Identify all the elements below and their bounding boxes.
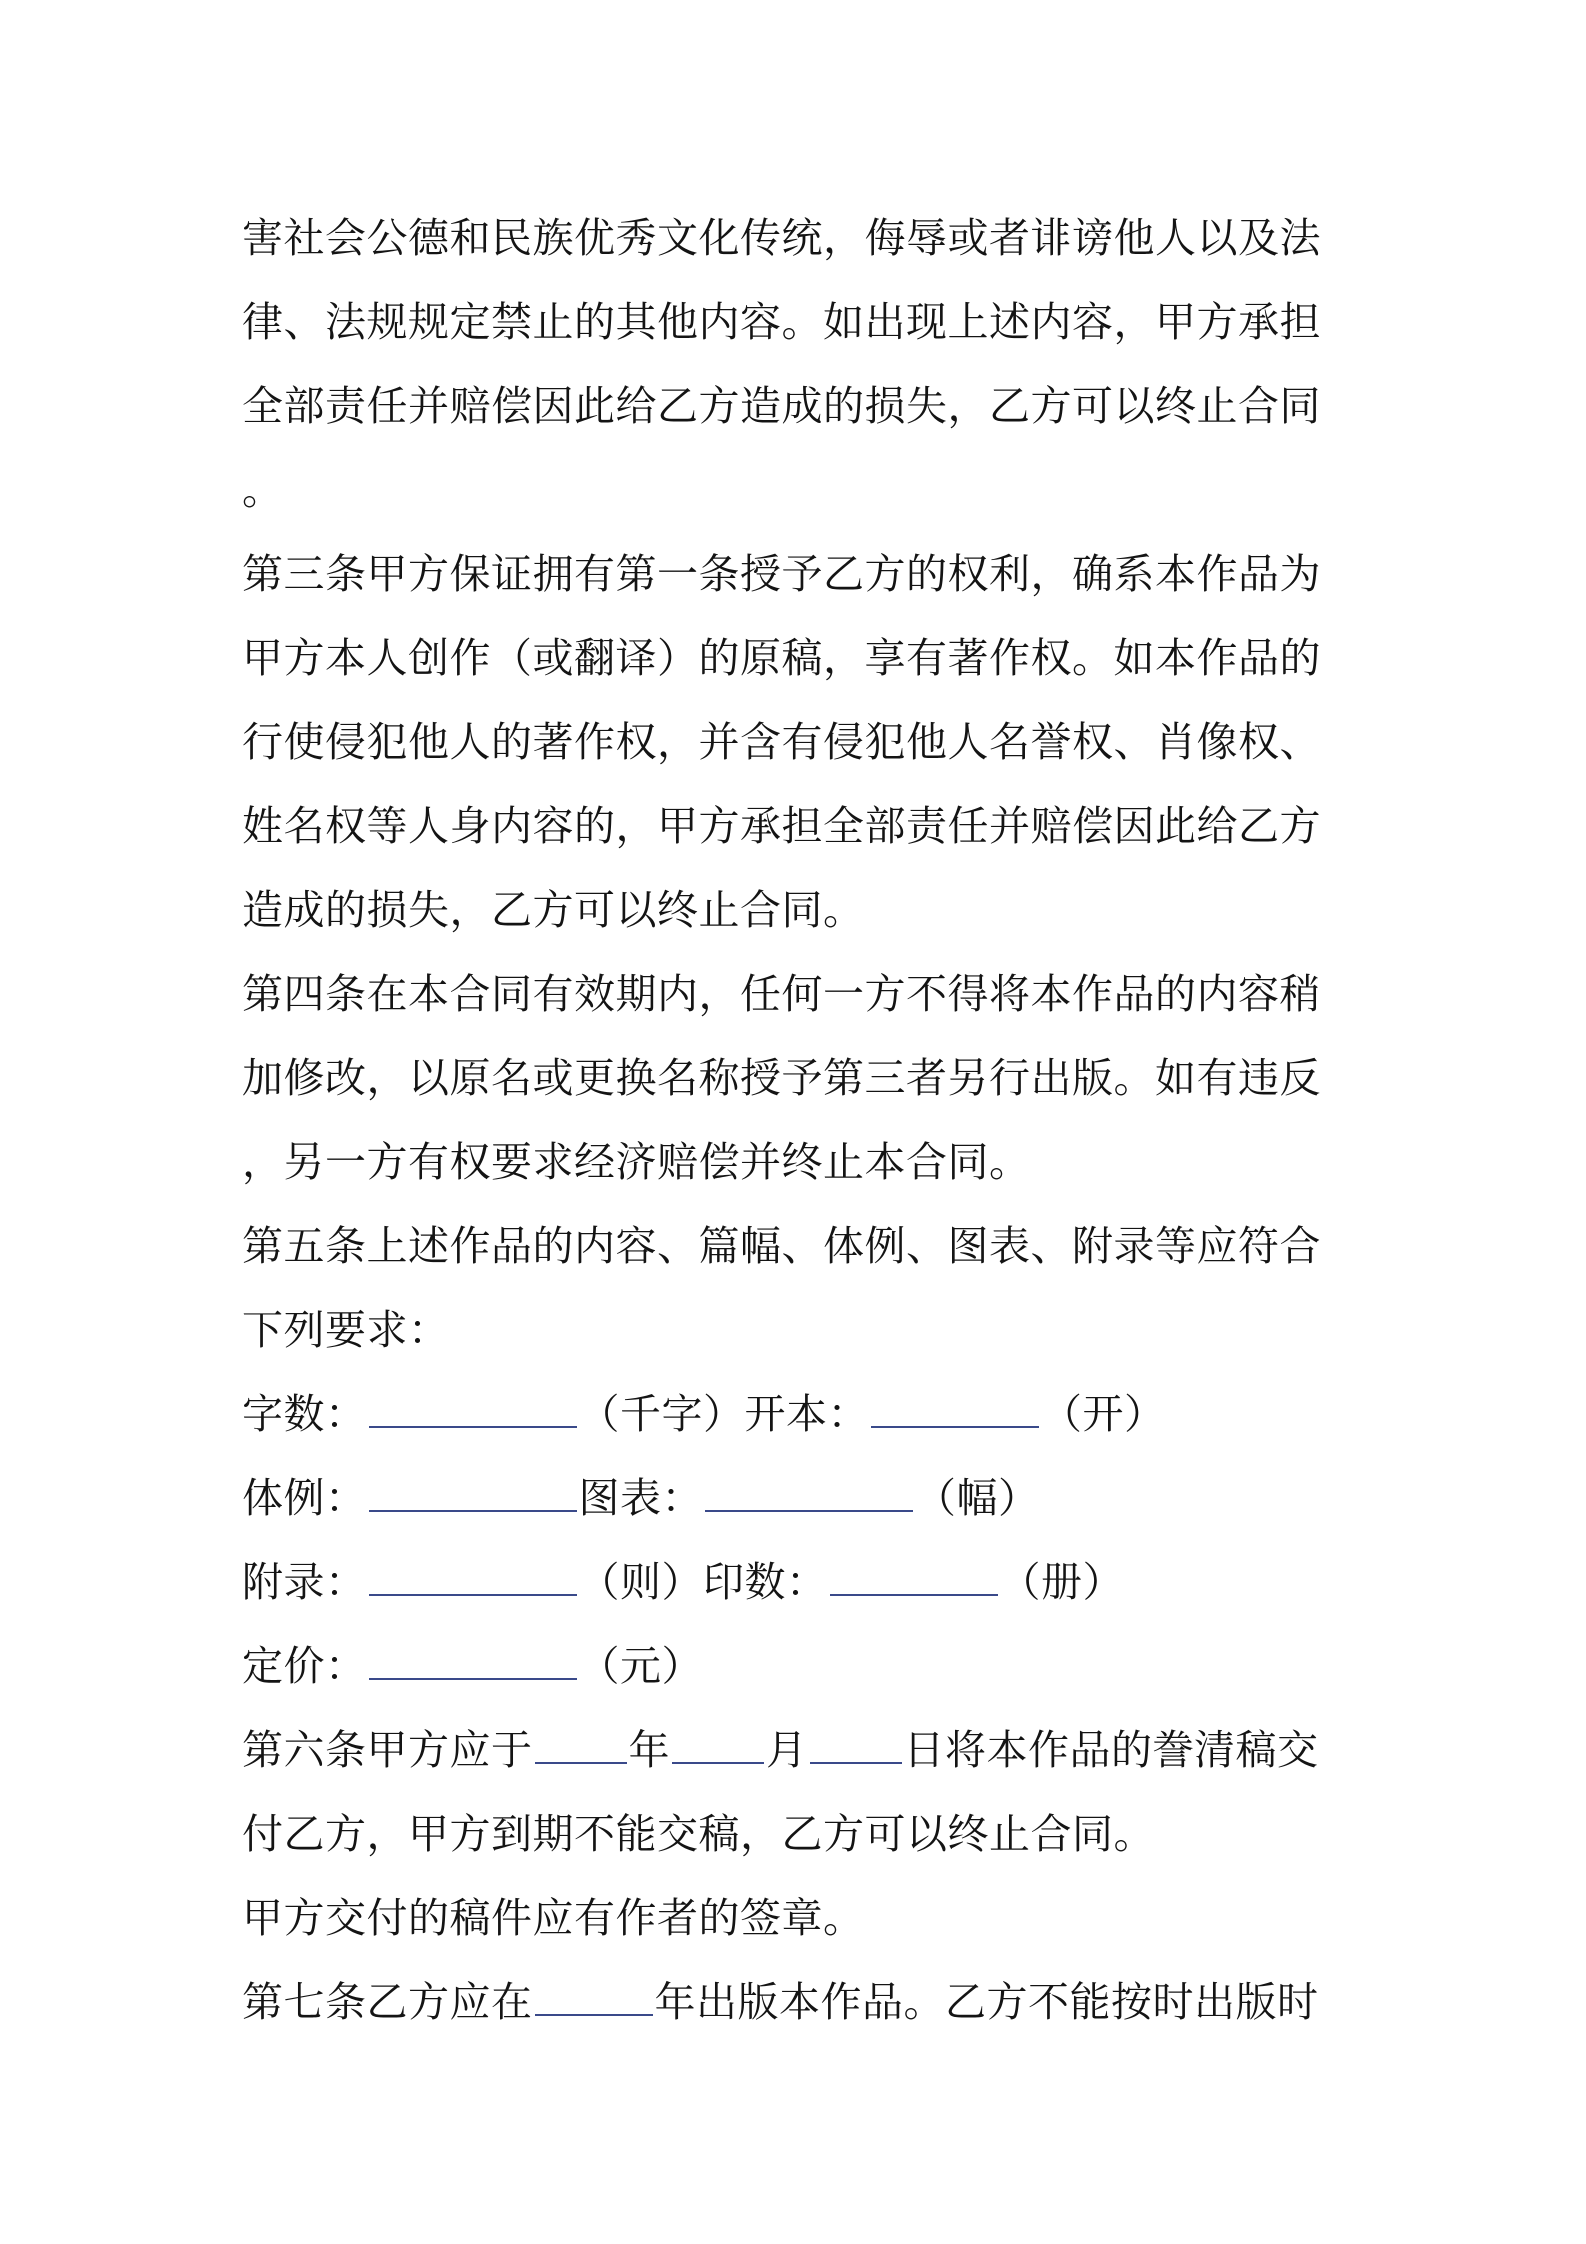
text-line: 造成的损失，乙方可以终止合同。 xyxy=(242,886,865,934)
text-line: 全部责任并赔偿因此给乙方造成的损失，乙方可以终止合同 xyxy=(242,382,1321,430)
tubiao-label: 图表： xyxy=(578,1474,703,1522)
text-line: 律、法规规定禁止的其他内容。如出现上述内容，甲方承担 xyxy=(242,298,1321,346)
form-row-appendix xyxy=(242,1540,1362,1624)
tubiao-blank[interactable] xyxy=(705,1480,913,1512)
day-blank[interactable] xyxy=(810,1732,902,1764)
fulu-blank[interactable] xyxy=(369,1564,577,1596)
text-line: 。 xyxy=(242,466,284,514)
article-7-prefix: 第七条乙方应在 xyxy=(242,1978,533,2026)
form-row-style xyxy=(242,1456,1362,1540)
zishu-blank[interactable] xyxy=(369,1396,577,1428)
article-6-prefix: 第六条甲方应于 xyxy=(242,1726,533,1774)
text-line: 行使侵犯他人的著作权，并含有侵犯他人名誉权、肖像权、 xyxy=(242,718,1321,766)
dingjia-blank[interactable] xyxy=(369,1648,577,1680)
year-label: 年 xyxy=(628,1726,670,1774)
text-line: 下列要求： xyxy=(242,1306,450,1354)
form-row-price xyxy=(242,1624,1362,1708)
text-line: 甲方本人创作（或翻译）的原稿，享有著作权。如本作品的 xyxy=(242,634,1321,682)
article-7-line xyxy=(242,1960,1362,2044)
article-6-line xyxy=(242,1708,1362,1792)
article-4-line: 第四条在本合同有效期内，任何一方不得将本作品的内容稍 xyxy=(242,970,1321,1018)
text-line: 付乙方，甲方到期不能交稿，乙方可以终止合同。 xyxy=(242,1810,1155,1858)
qianzi-unit: （千字） xyxy=(578,1390,745,1438)
article-6-suffix: 日将本作品的誊清稿交 xyxy=(903,1726,1319,1774)
kaiben-label: 开本： xyxy=(744,1390,869,1438)
month-blank[interactable] xyxy=(672,1732,764,1764)
document-body xyxy=(242,196,1362,2044)
yinshu-blank[interactable] xyxy=(830,1564,998,1596)
form-row-word-count xyxy=(242,1372,1362,1456)
yuan-unit: （元） xyxy=(578,1642,703,1690)
text-line: 姓名权等人身内容的，甲方承担全部责任并赔偿因此给乙方 xyxy=(242,802,1321,850)
fulu-label: 附录： xyxy=(242,1558,367,1606)
article-5-line: 第五条上述作品的内容、篇幅、体例、图表、附录等应符合 xyxy=(242,1222,1321,1270)
text-line: ，另一方有权要求经济赔偿并终止本合同。 xyxy=(242,1138,1031,1186)
ze-unit: （则） xyxy=(578,1558,703,1606)
tili-blank[interactable] xyxy=(369,1480,577,1512)
ce-unit: （册） xyxy=(999,1558,1124,1606)
fu-unit: （幅） xyxy=(915,1474,1040,1522)
yinshu-label: 印数： xyxy=(703,1558,828,1606)
article-3-line: 第三条甲方保证拥有第一条授予乙方的权利，确系本作品为 xyxy=(242,550,1321,598)
article-7-suffix: 年出版本作品。乙方不能按时出版时 xyxy=(654,1978,1319,2026)
text-line: 害社会公德和民族优秀文化传统，侮辱或者诽谤他人以及法 xyxy=(242,214,1321,262)
text-line: 加修改，以原名或更换名称授予第三者另行出版。如有违反 xyxy=(242,1054,1321,1102)
kaiben-blank[interactable] xyxy=(871,1396,1039,1428)
text-line: 甲方交付的稿件应有作者的签章。 xyxy=(242,1894,865,1942)
zishu-label: 字数： xyxy=(242,1390,367,1438)
year-blank[interactable] xyxy=(535,1732,627,1764)
month-label: 月 xyxy=(766,1726,808,1774)
kai-unit: （开） xyxy=(1041,1390,1166,1438)
dingjia-label: 定价： xyxy=(242,1642,367,1690)
publish-year-blank[interactable] xyxy=(535,1984,653,2016)
tili-label: 体例： xyxy=(242,1474,367,1522)
